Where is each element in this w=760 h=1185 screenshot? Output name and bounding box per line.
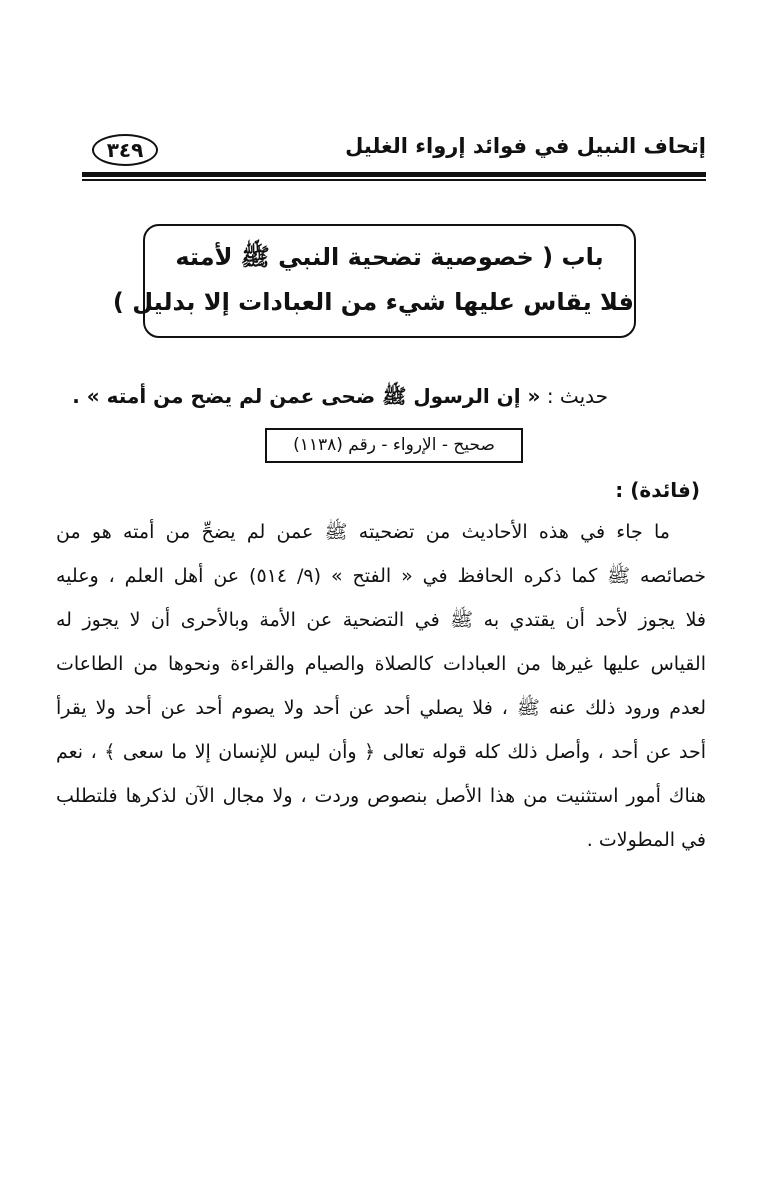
body-line: أحد عن أحد ، وأصل ذلك كله قوله تعالى ﴿ وأن ليس للإنسان إلا ما سعى ﴾ ، نعم — [56, 741, 706, 763]
chapter-title-line-2: فلا يقاس عليها شيء من العبادات إلا بدليل ) — [112, 288, 634, 316]
body-line: لعدم ورود ذلك عنه ﷺ ، فلا يصلي أحد عن أحد ولا يصوم أحد عن أحد ولا يقرأ — [56, 697, 706, 719]
body-text — [56, 510, 706, 862]
header-rule — [82, 172, 706, 177]
chapter-title-line-1: باب ( خصوصية تضحية النبي ﷺ لأمته — [175, 243, 604, 271]
body-line: ما جاء في هذه الأحاديث من تضحيته ﷺ عمن لم يضحِّ من أمته هو من — [56, 521, 670, 543]
body-line: هناك أمور استثنيت من هذا الأصل بنصوص وردت ، ولا مجال الآن لذكرها فلتطلب — [56, 785, 706, 807]
hadith-line — [72, 384, 608, 413]
hadith-text: « إن الرسول ﷺ ضحى عمن لم يضح من أمته » . — [72, 384, 541, 408]
book-title: إتحاف النبيل في فوائد إرواء الغليل — [345, 134, 706, 158]
body-line: القياس عليها غيرها من العبادات كالصلاة والصيام والقراءة ونحوها من الطاعات — [56, 653, 706, 675]
benefit-heading: (فائدة) : — [615, 478, 700, 502]
header-rule-thin — [82, 179, 706, 181]
body-line: خصائصه ﷺ كما ذكره الحافظ في « الفتح » (٩/ ٥١٤) عن أهل العلم ، وعليه — [56, 565, 706, 587]
running-header — [78, 128, 706, 172]
hadith-grading-box: صحيح - الإرواء - رقم (١١٣٨) — [265, 428, 523, 463]
page-number: ٣٤٩ — [92, 134, 158, 166]
body-line: فلا يجوز لأحد أن يقتدي به ﷺ في التضحية عن الأمة وبالأحرى أن لا يجوز له — [56, 609, 706, 631]
hadith-label: حديث : — [546, 384, 608, 408]
body-line: في المطولات . — [586, 829, 706, 851]
chapter-title-box — [112, 224, 636, 338]
